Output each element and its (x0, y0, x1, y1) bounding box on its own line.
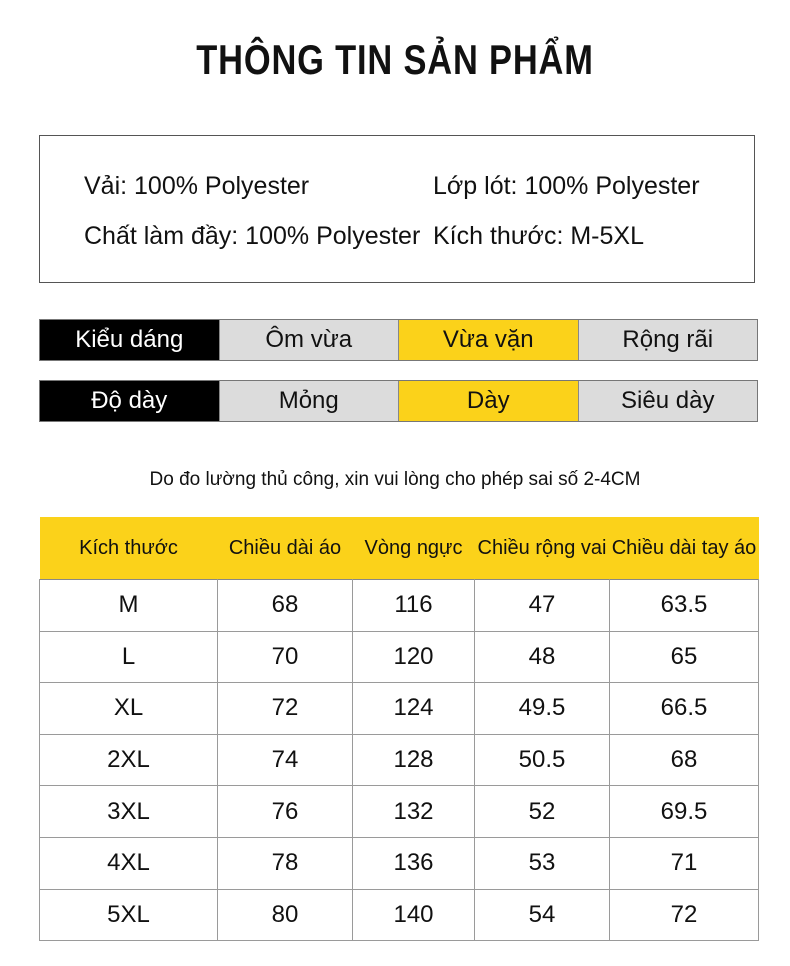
cell-size: XL (40, 683, 218, 735)
fabric-info: Vải: 100% Polyester (84, 172, 310, 200)
cell-shoulder: 50.5 (475, 734, 610, 786)
header-sleeve: Chiều dài tay áo (610, 517, 759, 580)
thickness-row (39, 380, 758, 422)
cell-shoulder: 48 (475, 631, 610, 683)
cell-length: 70 (218, 631, 353, 683)
cell-sleeve: 68 (610, 734, 759, 786)
cell-chest: 140 (353, 889, 475, 941)
cell-chest: 124 (353, 683, 475, 735)
size-table-header (40, 517, 759, 580)
cell-length: 76 (218, 786, 353, 838)
cell-shoulder: 49.5 (475, 683, 610, 735)
table-row (40, 683, 759, 735)
cell-length: 80 (218, 889, 353, 941)
header-chest: Vòng ngực (353, 517, 475, 580)
fit-option-regular-selected: Vừa vặn (398, 320, 578, 360)
thickness-label: Độ dày (40, 381, 219, 421)
cell-length: 72 (218, 683, 353, 735)
cell-shoulder: 54 (475, 889, 610, 941)
cell-size: M (40, 580, 218, 632)
fit-label: Kiểu dáng (40, 320, 219, 360)
lining-info: Lớp lót: 100% Polyester (433, 172, 700, 200)
cell-size: 5XL (40, 889, 218, 941)
table-row (40, 580, 759, 632)
cell-sleeve: 63.5 (610, 580, 759, 632)
cell-length: 68 (218, 580, 353, 632)
cell-size: 4XL (40, 837, 218, 889)
size-table (39, 517, 759, 941)
table-row (40, 786, 759, 838)
table-row (40, 631, 759, 683)
cell-length: 74 (218, 734, 353, 786)
thickness-option-extra-thick: Siêu dày (578, 381, 758, 421)
cell-length: 78 (218, 837, 353, 889)
header-length: Chiều dài áo (218, 517, 353, 580)
cell-chest: 116 (353, 580, 475, 632)
filling-info: Chất làm đầy: 100% Polyester (84, 222, 421, 250)
cell-sleeve: 66.5 (610, 683, 759, 735)
cell-shoulder: 47 (475, 580, 610, 632)
cell-chest: 136 (353, 837, 475, 889)
size-range-info: Kích thước: M-5XL (433, 222, 644, 250)
cell-chest: 128 (353, 734, 475, 786)
cell-chest: 120 (353, 631, 475, 683)
cell-size: 2XL (40, 734, 218, 786)
cell-sleeve: 72 (610, 889, 759, 941)
measurement-note: Do đo lường thủ công, xin vui lòng cho phép sai số 2-4CM (149, 469, 641, 490)
cell-size: 3XL (40, 786, 218, 838)
fit-option-slim: Ôm vừa (219, 320, 399, 360)
header-size: Kích thước (40, 517, 218, 580)
thickness-option-thick-selected: Dày (398, 381, 578, 421)
cell-sleeve: 69.5 (610, 786, 759, 838)
fit-row (39, 319, 758, 361)
page-title: THÔNG TIN SẢN PHẨM (196, 36, 594, 83)
header-shoulder: Chiều rộng vai (475, 517, 610, 580)
thickness-option-thin: Mỏng (219, 381, 399, 421)
cell-sleeve: 65 (610, 631, 759, 683)
product-info-box (39, 135, 755, 283)
fit-option-loose: Rộng rãi (578, 320, 758, 360)
cell-shoulder: 52 (475, 786, 610, 838)
table-row (40, 734, 759, 786)
cell-shoulder: 53 (475, 837, 610, 889)
cell-size: L (40, 631, 218, 683)
cell-sleeve: 71 (610, 837, 759, 889)
table-row (40, 837, 759, 889)
cell-chest: 132 (353, 786, 475, 838)
table-row (40, 889, 759, 941)
